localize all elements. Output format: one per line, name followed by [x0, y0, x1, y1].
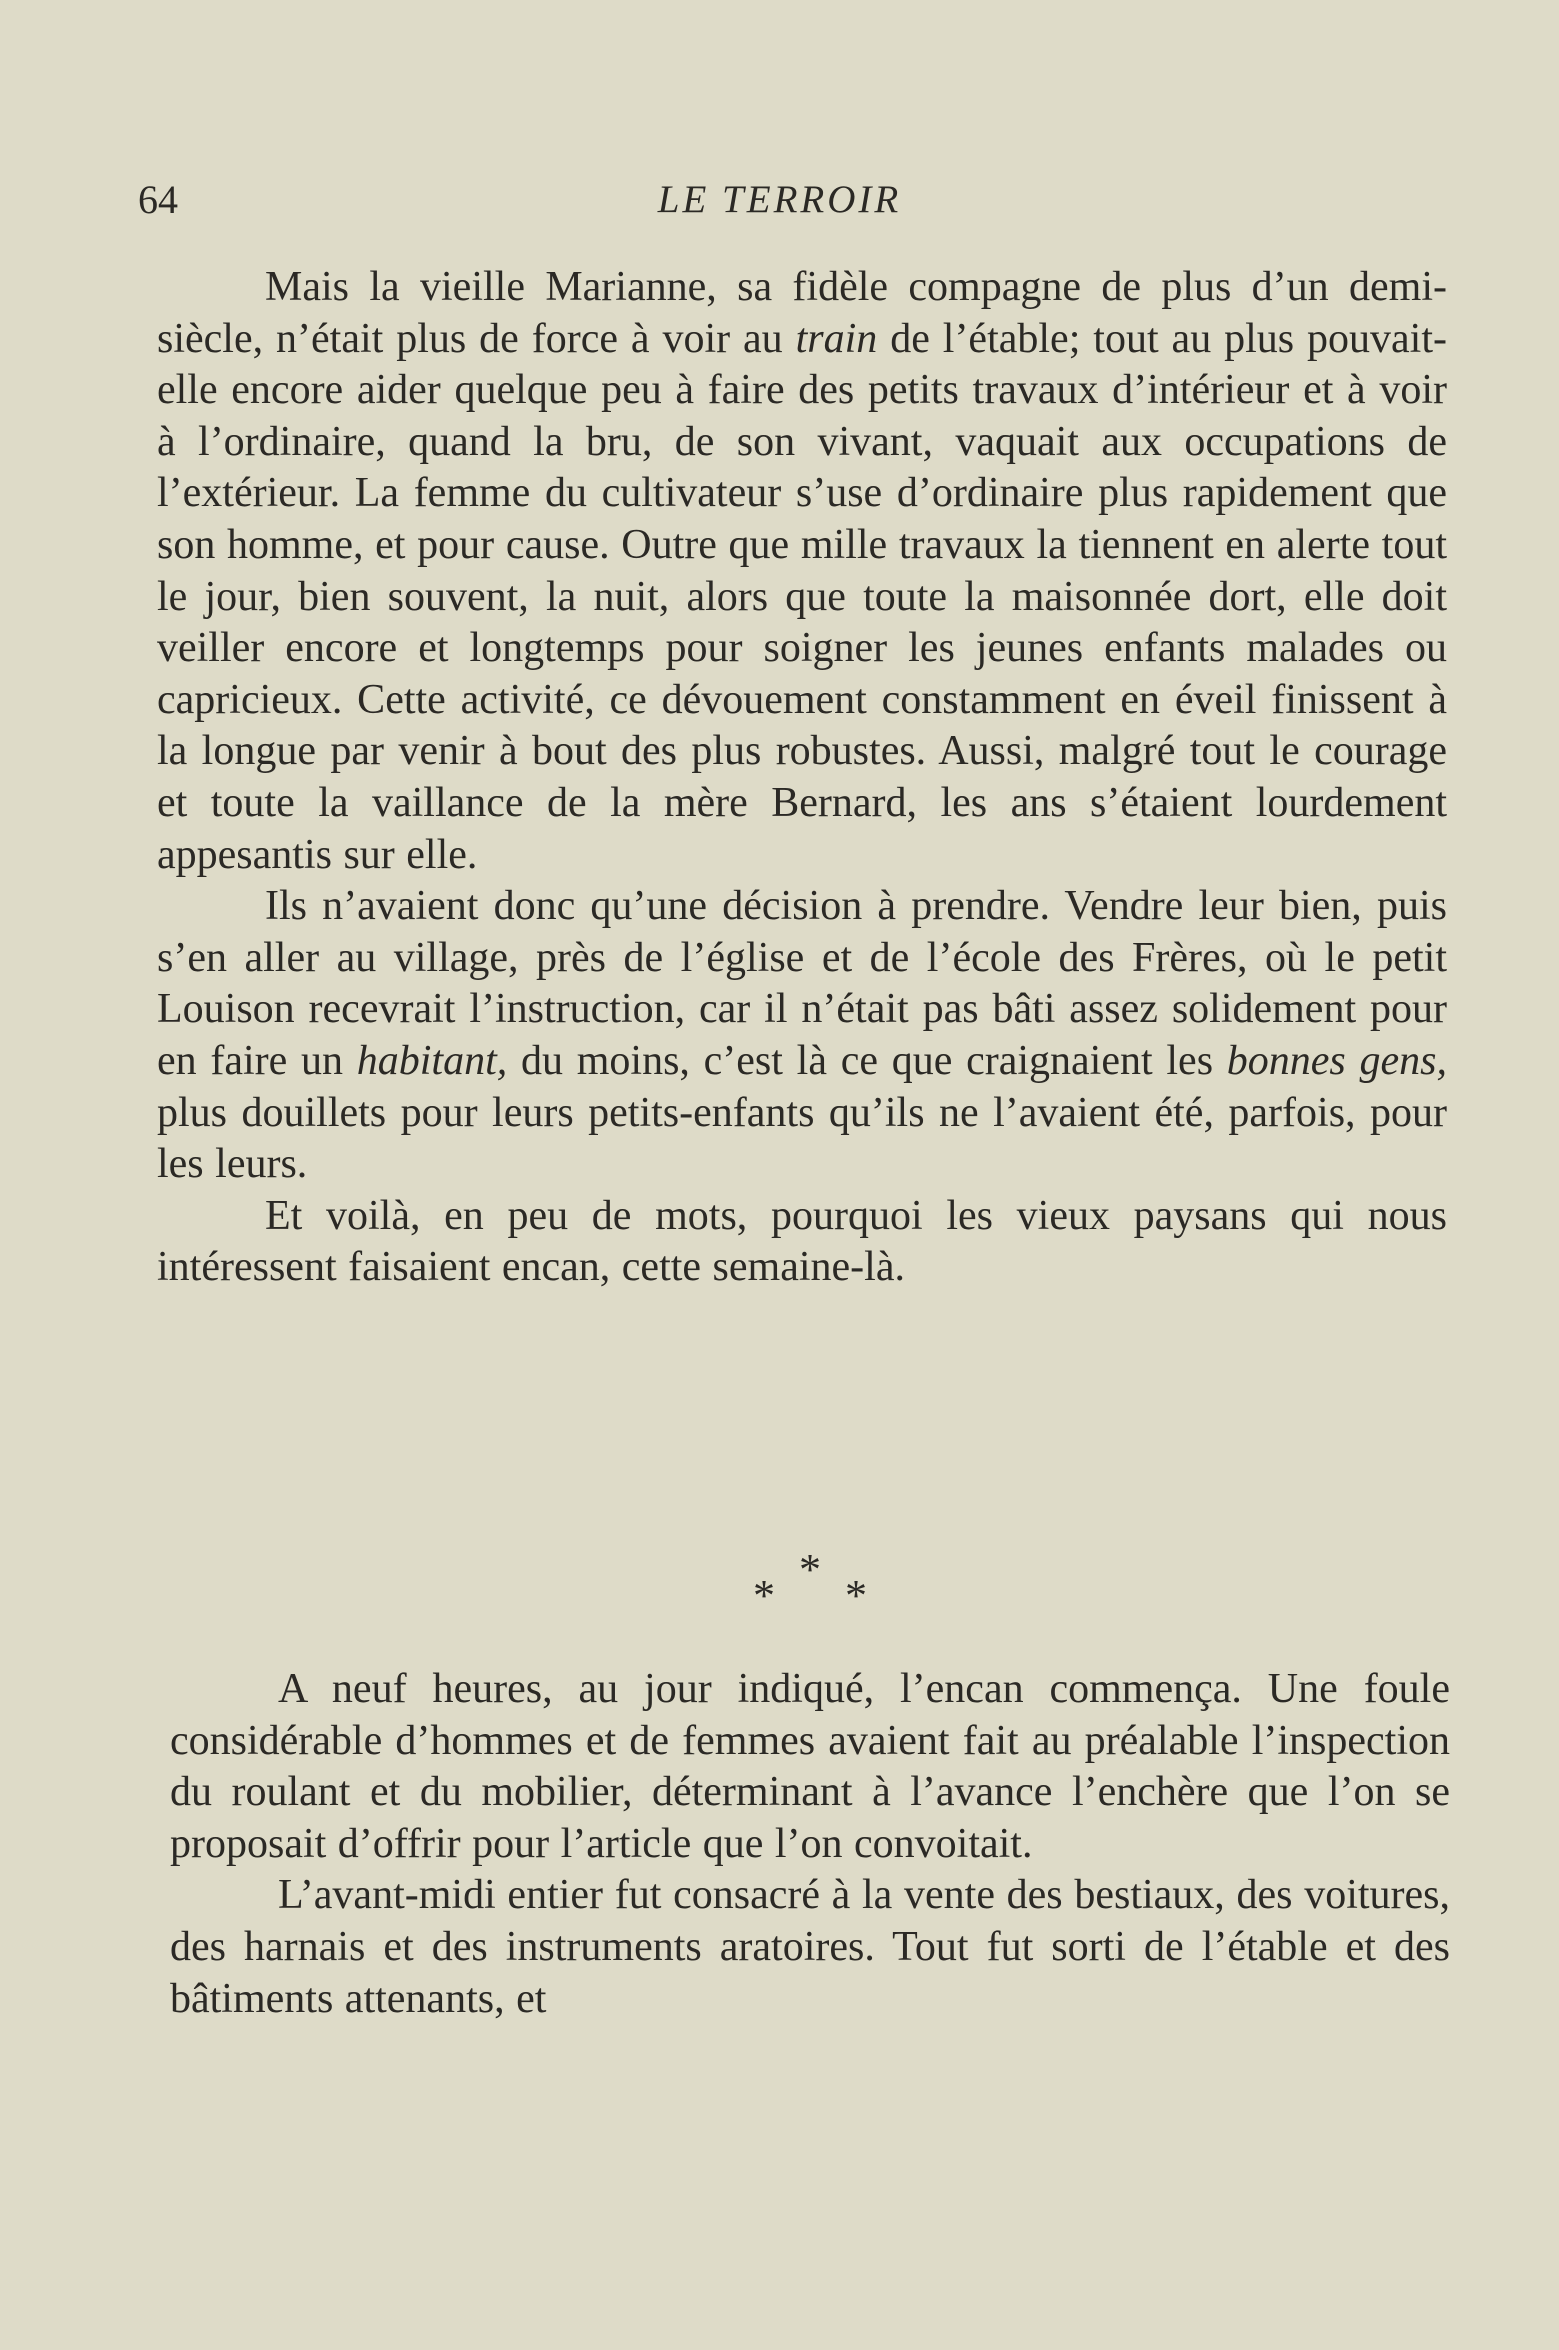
paragraph-text: de l’étable; tout au plus pouvait-elle encore aider quelque peu à faire des petits travaux d’intérieur et à voir à l’ordinaire, quand la bru, de son vivant, vaquait aux occupations de l’extérieur. La femme du cultivateur s’use d’ordinaire plus rapidement que son homme, et pour cause. Outre que mille travaux la tiennent en alerte tout le jour, bien souvent, la nuit, alors que toute la maisonnée dort, elle doit veiller encore et longtemps pour soigner les jeunes enfants malades ou capricieux. Cette activité, ce dévouement constamment en éveil finissent à la longue par venir à bout des plus robustes. Aussi, malgré tout le courage et toute la vaillance de la mère Bernard, les ans s’étaient lourdement appesantis sur elle. — [157, 315, 1448, 878]
asterisk: * — [753, 1571, 775, 1620]
paragraph-text: Mais la vieille Marianne, sa fidèle compagne de plus d’un demi-siècle, n’était plus de force à voir au — [157, 264, 1447, 362]
text-section-2 — [170, 1664, 1450, 2025]
paragraph: A neuf heures, au jour indiqué, l’encan commença. Une foule considérable d’hommes et de femmes avaient fait au préalable l’inspection du roulant et du mobilier, déterminant à l’avance l’enchère que l’on se proposait d’offrir pour l’article que l’on convoitait. — [170, 1666, 1450, 1867]
italic-term: habitant, — [356, 1037, 508, 1084]
page-number: 64 — [138, 177, 178, 222]
paragraph-text: du moins, c’est là ce que craignaient les — [507, 1037, 1227, 1084]
paragraph: L’avant-midi entier fut consacré à la vente des bestiaux, des voitures, des harnais et des instruments aratoires. Tout fut sorti de l’étable et des bâtiments attenants, et — [170, 1872, 1450, 2022]
paragraph-text: Ils n’avaient donc qu’une décision à prendre. Vendre leur bien, puis s’en aller au village, près de l’église et de l’école des Frères, où le petit Louison recevrait l’instruction, car il n’était pas bâti assez solidement pour en faire un — [157, 883, 1447, 1084]
text-section-1 — [157, 262, 1447, 1294]
page-header — [0, 170, 1559, 230]
italic-term: train — [795, 315, 878, 362]
asterisk: * — [845, 1571, 867, 1620]
italic-term: bonnes gens, — [1226, 1037, 1447, 1084]
paragraph-text: plus douillets pour leurs petits-enfants qu’ils ne l’avaient été, parfois, pour les leurs. — [157, 1089, 1447, 1188]
asterisk: * — [799, 1545, 821, 1594]
paragraph — [157, 262, 1447, 881]
section-separator — [0, 1545, 1559, 1620]
paragraph — [157, 881, 1447, 1191]
paragraph: Et voilà, en peu de mots, pourquoi les vieux paysans qui nous intéressent faisaient encan, cette semaine-là. — [157, 1192, 1447, 1291]
running-title: LE TERROIR — [657, 178, 902, 221]
